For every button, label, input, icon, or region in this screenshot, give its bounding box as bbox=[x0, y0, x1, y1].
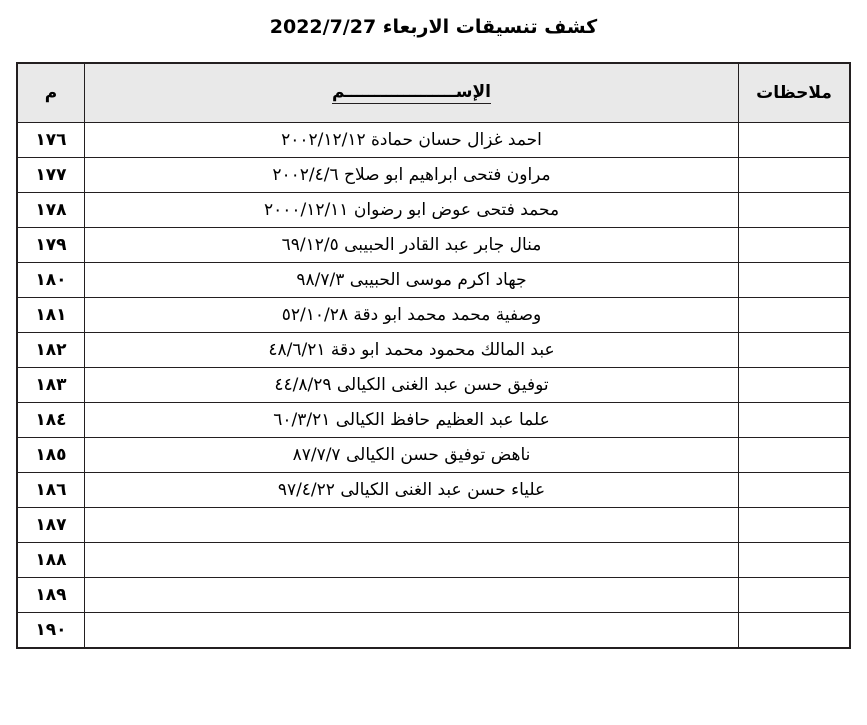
cell-notes bbox=[739, 438, 851, 473]
cell-name bbox=[85, 578, 739, 613]
cell-notes bbox=[739, 543, 851, 578]
cell-name: عبد المالك محمود محمد ابو دقة ٤٨/٦/٢١ bbox=[85, 333, 739, 368]
cell-name bbox=[85, 508, 739, 543]
cell-number: ١٨٠ bbox=[17, 263, 85, 298]
cell-notes bbox=[739, 228, 851, 263]
cell-notes bbox=[739, 123, 851, 158]
cell-notes bbox=[739, 508, 851, 543]
column-header-name-text-wrap bbox=[328, 82, 495, 104]
cell-notes bbox=[739, 158, 851, 193]
cell-notes bbox=[739, 193, 851, 228]
cell-number: ١٩٠ bbox=[17, 613, 85, 649]
cell-number: ١٧٩ bbox=[17, 228, 85, 263]
table-row bbox=[17, 613, 850, 649]
table-row bbox=[17, 298, 850, 333]
cell-notes bbox=[739, 578, 851, 613]
cell-notes bbox=[739, 403, 851, 438]
table-row bbox=[17, 543, 850, 578]
cell-notes bbox=[739, 473, 851, 508]
cell-number: ١٨٦ bbox=[17, 473, 85, 508]
coordination-table-container bbox=[16, 62, 851, 649]
cell-number: ١٨٧ bbox=[17, 508, 85, 543]
table-row bbox=[17, 403, 850, 438]
cell-name: مراون فتحى ابراهيم ابو صلاح ٢٠٠٢/٤/٦ bbox=[85, 158, 739, 193]
cell-name bbox=[85, 613, 739, 649]
coordination-table bbox=[16, 62, 851, 649]
cell-number: ١٧٦ bbox=[17, 123, 85, 158]
cell-number: ١٨٢ bbox=[17, 333, 85, 368]
table-row bbox=[17, 123, 850, 158]
column-header-notes: ملاحظات bbox=[739, 63, 851, 123]
cell-notes bbox=[739, 333, 851, 368]
cell-number: ١٨١ bbox=[17, 298, 85, 333]
table-body bbox=[17, 123, 850, 649]
cell-notes bbox=[739, 298, 851, 333]
cell-name: توفيق حسن عبد الغنى الكيالى ٤٤/٨/٢٩ bbox=[85, 368, 739, 403]
table-row bbox=[17, 263, 850, 298]
column-header-name-underline bbox=[332, 103, 491, 104]
cell-number: ١٧٧ bbox=[17, 158, 85, 193]
cell-name: علياء حسن عبد الغنى الكيالى ٩٧/٤/٢٢ bbox=[85, 473, 739, 508]
cell-name: احمد غزال حسان حمادة ٢٠٠٢/١٢/١٢ bbox=[85, 123, 739, 158]
cell-notes bbox=[739, 613, 851, 649]
cell-notes bbox=[739, 368, 851, 403]
cell-notes bbox=[739, 263, 851, 298]
cell-number: ١٨٨ bbox=[17, 543, 85, 578]
page-title: كشف تنسيقات الاربعاء 2022/7/27 bbox=[269, 16, 598, 38]
cell-number: ١٨٤ bbox=[17, 403, 85, 438]
table-row bbox=[17, 333, 850, 368]
column-header-number: م bbox=[17, 63, 85, 123]
cell-number: ١٨٣ bbox=[17, 368, 85, 403]
cell-number: ١٨٩ bbox=[17, 578, 85, 613]
cell-name: ناهض توفيق حسن الكيالى ٨٧/٧/٧ bbox=[85, 438, 739, 473]
cell-name: جهاد اكرم موسى الحبيبى ٩٨/٧/٣ bbox=[85, 263, 739, 298]
cell-name: محمد فتحى عوض ابو رضوان ٢٠٠٠/١٢/١١ bbox=[85, 193, 739, 228]
table-header-row bbox=[17, 63, 850, 123]
table-row bbox=[17, 438, 850, 473]
table-row bbox=[17, 368, 850, 403]
cell-name bbox=[85, 543, 739, 578]
cell-number: ١٨٥ bbox=[17, 438, 85, 473]
table-header bbox=[17, 63, 850, 123]
column-header-name bbox=[85, 63, 739, 123]
table-row bbox=[17, 228, 850, 263]
table-row bbox=[17, 158, 850, 193]
cell-name: منال جابر عبد القادر الحبيبى ٦٩/١٢/٥ bbox=[85, 228, 739, 263]
table-row bbox=[17, 193, 850, 228]
cell-name: وصفية محمد محمد ابو دقة ٥٢/١٠/٢٨ bbox=[85, 298, 739, 333]
cell-number: ١٧٨ bbox=[17, 193, 85, 228]
table-row bbox=[17, 508, 850, 543]
table-row bbox=[17, 578, 850, 613]
column-header-name-label: الإســـــــــــــــــــم bbox=[332, 82, 491, 102]
table-row bbox=[17, 473, 850, 508]
cell-name: علما عبد العظيم حافظ الكيالى ٦٠/٣/٢١ bbox=[85, 403, 739, 438]
